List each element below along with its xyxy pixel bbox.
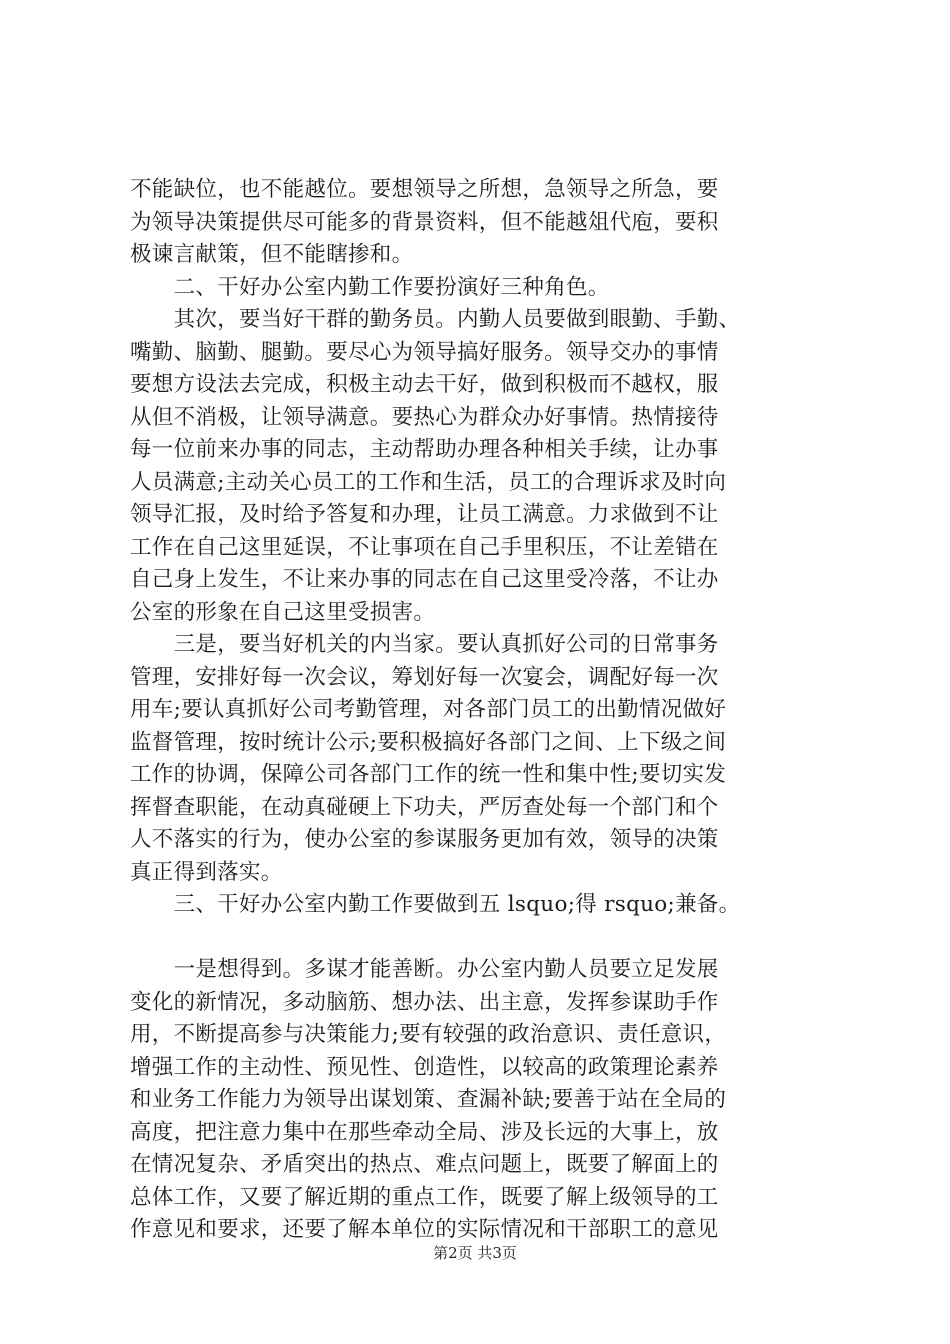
text-line: 一是想得到。多谋才能善断。办公室内勤人员要立足发展: [130, 957, 719, 982]
text-line: 从但不消极，让领导满意。要热心为群众办好事情。热情接待: [130, 404, 719, 430]
text-line: 工作在自己这里延误，不让事项在自己手里积压，不让差错在: [130, 534, 719, 560]
text-line: 领导汇报，及时给予答复和办理，让员工满意。力求做到不让: [130, 502, 719, 527]
text-line: 三是，要当好机关的内当家。要认真抓好公司的日常事务: [130, 632, 719, 657]
text-line: 其次，要当好干群的勤务员。内勤人员要做到眼勤、手勤、: [130, 307, 741, 332]
text-line: 嘴勤、脑勤、腿勤。要尽心为领导搞好服务。领导交办的事情: [130, 339, 719, 365]
page-number-footer: 第2页 共3页: [433, 1244, 517, 1262]
text-line: 总体工作，又要了解近期的重点工作，既要了解上级领导的工: [130, 1184, 719, 1210]
text-line: 要想方设法去完成，积极主动去干好，做到积极而不越权，服: [130, 372, 719, 397]
text-line: 高度，把注意力集中在那些牵动全局、涉及长远的大事上，放: [130, 1119, 719, 1145]
text-line: 公室的形象在自己这里受损害。: [130, 599, 436, 625]
text-line: 监督管理，按时统计公示;要积极搞好各部门之间、上下级之间: [130, 729, 727, 755]
text-line: 人员满意;主动关心员工的工作和生活，员工的合理诉求及时向: [130, 469, 727, 495]
text-line: 挥督查职能，在动真碰硬上下功夫，严厉查处每一个部门和个: [130, 794, 719, 820]
blank-line: [130, 922, 830, 955]
text-line: 二、干好办公室内勤工作要扮演好三种角色。: [130, 274, 610, 300]
text-line: 在情况复杂、矛盾突出的热点、难点问题上，既要了解面上的: [130, 1152, 719, 1177]
text-line: 极谏言献策，但不能瞎掺和。: [130, 242, 414, 267]
text-line: 和业务工作能力为领导出谋划策、查漏补缺;要善于站在全局的: [130, 1087, 727, 1112]
text-line: 用车;要认真抓好公司考勤管理，对各部门员工的出勤情况做好: [130, 697, 727, 722]
text-line: 变化的新情况，多动脑筋、想办法、出主意，发挥参谋助手作: [130, 989, 719, 1015]
text-line: 三、干好办公室内勤工作要做到五 lsquo;得 rsquo;兼备。: [130, 892, 741, 917]
text-line: 每一位前来办事的同志，主动帮助办理各种相关手续，让办事: [130, 437, 719, 462]
text-line: 人不落实的行为，使办公室的参谋服务更加有效，领导的决策: [130, 827, 719, 852]
text-line: 增强工作的主动性、预见性、创造性，以较高的政策理论素养: [130, 1054, 719, 1080]
text-line: 作意见和要求，还要了解本单位的实际情况和干部职工的意见: [130, 1217, 719, 1242]
text-line: 真正得到落实。: [130, 859, 283, 885]
document-body: [130, 174, 830, 1247]
text-line: 不能缺位，也不能越位。要想领导之所想，急领导之所急，要: [130, 177, 719, 202]
text-line: 工作的协调，保障公司各部门工作的统一性和集中性;要切实发: [130, 762, 727, 787]
text-line: 管理，安排好每一次会议，筹划好每一次宴会，调配好每一次: [130, 664, 719, 690]
text-line: 自己身上发生，不让来办事的同志在自己这里受冷落，不让办: [130, 567, 719, 592]
text-line: 为领导决策提供尽可能多的背景资料，但不能越俎代庖，要积: [130, 209, 719, 235]
text-line: 用，不断提高参与决策能力;要有较强的政治意识、责任意识，: [130, 1022, 727, 1047]
